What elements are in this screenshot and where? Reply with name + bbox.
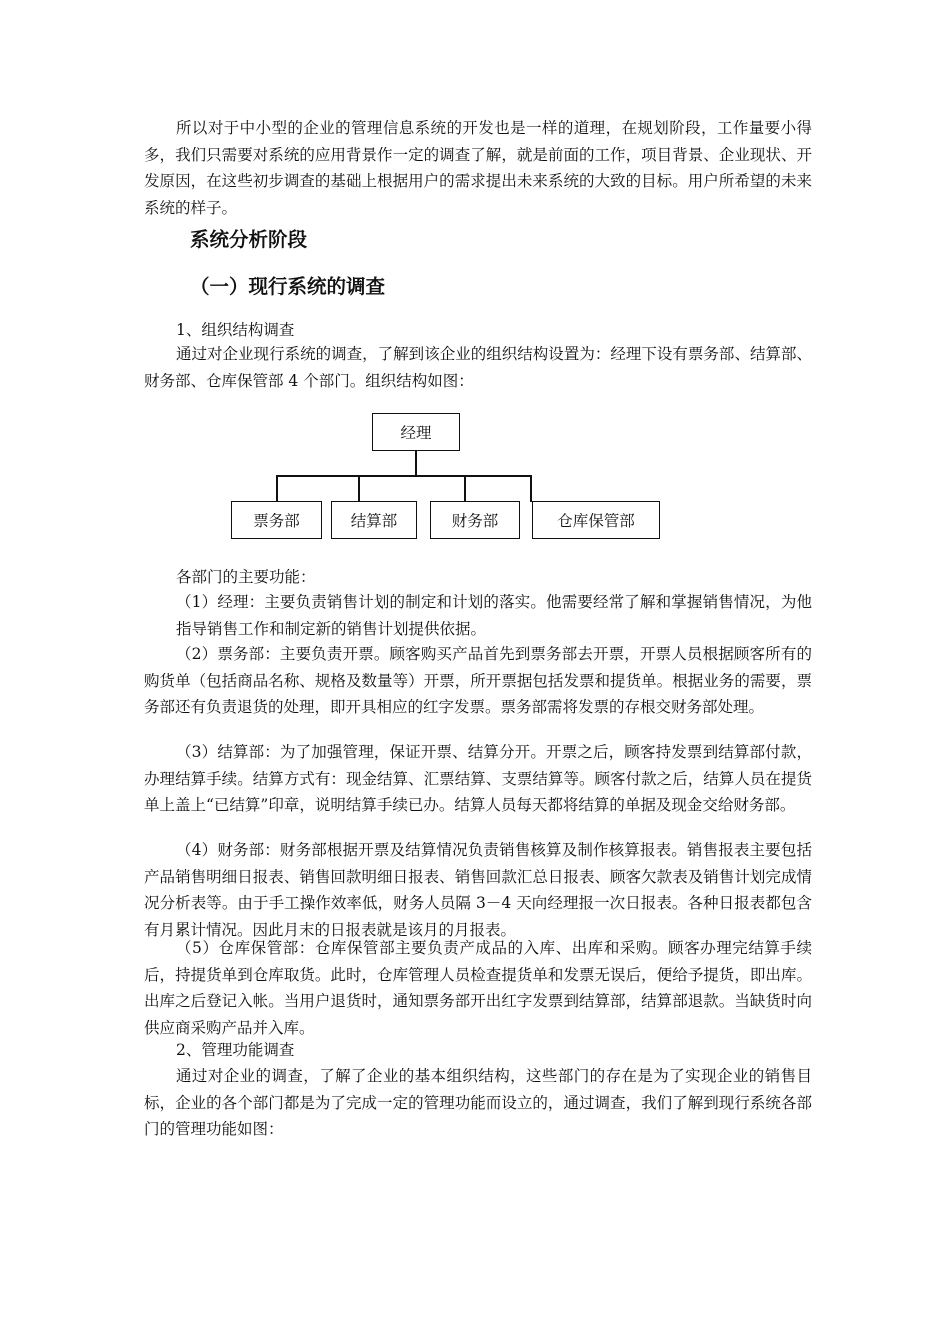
org-child-label: 财务部 [451,512,499,530]
subsection-title: （一）现行系统的调查 [190,275,386,298]
item1-paragraph: 通过对企业现行系统的调查，了解到该企业的组织结构设置为：经理下设有票务部、结算部、财务部、仓库保管部 4 个部门。组织结构如图： [144,345,812,390]
org-root-box [372,413,460,451]
func-paragraph-ticket: （2）票务部：主要负责开票。顾客购买产品首先到票务部去开票，开票人员根据顾客所有的购货单（包括商品名称、规格及数量等）开票，所开票据包括发票和提货单。根据业务的需要，票务部还有负责退货的处理，即开具相应的红字发票。票务部需将发票的存根交财务部处理。 [144,645,812,716]
item1-title: 1、组织结构调查 [176,321,295,339]
org-child-box [231,501,322,539]
intro-paragraph: 所以对于中小型的企业的管理信息系统的开发也是一样的道理，在规划阶段，工作量要小得多，我们只需要对系统的应用背景作一定的调查了解，就是前面的工作，项目背景、企业现状、开发原因，在这些初步调查的基础上根据用户的需求提出未来系统的大致的目标。用户所希望的未来系统的样子。 [144,119,812,217]
section-title: 系统分析阶段 [190,228,308,251]
org-connector-drop [464,475,466,502]
org-connector-drop [276,475,278,502]
org-connector-drop [530,475,532,502]
org-connector-horizontal [276,475,530,477]
func-paragraph-manager: （1）经理：主要负责销售计划的制定和计划的落实。他需要经常了解和掌握销售情况，为他指导销售工作和制定新的销售计划提供依据。 [176,593,812,638]
func-paragraph-warehouse: （5）仓库保管部：仓库保管部主要负责产成品的入库、出库和采购。顾客办理完结算手续后，持提货单到仓库取货。此时，仓库管理人员检查提货单和发票无误后，便给予提货，即出库。出库之后登记入帐。当用户退货时，通知票务部开出红字发票到结算部，结算部退款。当缺货时向供应商采购产品并入库。 [144,939,812,1037]
org-child-box [331,501,417,539]
org-child-box [532,501,660,539]
func-paragraph-finance: （4）财务部：财务部根据开票及结算情况负责销售核算及制作核算报表。销售报表主要包括产品销售明细日报表、销售回款明细日报表、销售回款汇总日报表、顾客欠款表及销售计划完成情况分析表等。由于手工操作效率低，财务人员隔 3－4 天向经理报一次日报表。各种日报表都包含有月累计情况。因此月末的日报表就是该月的月报表。 [144,841,812,939]
org-child-label: 仓库保管部 [557,512,635,530]
functions-intro: 各部门的主要功能： [176,568,316,586]
org-child-label: 结算部 [350,512,398,530]
org-connector-vertical [415,451,417,476]
org-child-box [430,501,520,539]
org-root-label: 经理 [400,424,432,442]
org-child-label: 票务部 [253,512,300,530]
item2-title: 2、管理功能调查 [176,1041,295,1059]
item2-paragraph: 通过对企业的调查，了解了企业的基本组织结构，这些部门的存在是为了实现企业的销售目标，企业的各个部门都是为了完成一定的管理功能而设立的，通过调查，我们了解到现行系统各部门的管理功能如图： [144,1067,812,1138]
org-connector-drop [358,475,360,502]
func-paragraph-settlement: （3）结算部：为了加强管理，保证开票、结算分开。开票之后，顾客持发票到结算部付款，办理结算手续。结算方式有：现金结算、汇票结算、支票结算等。顾客付款之后，结算人员在提货单上盖上“已结算”印章，说明结算手续已办。结算人员每天都将结算的单据及现金交给财务部。 [144,743,812,814]
